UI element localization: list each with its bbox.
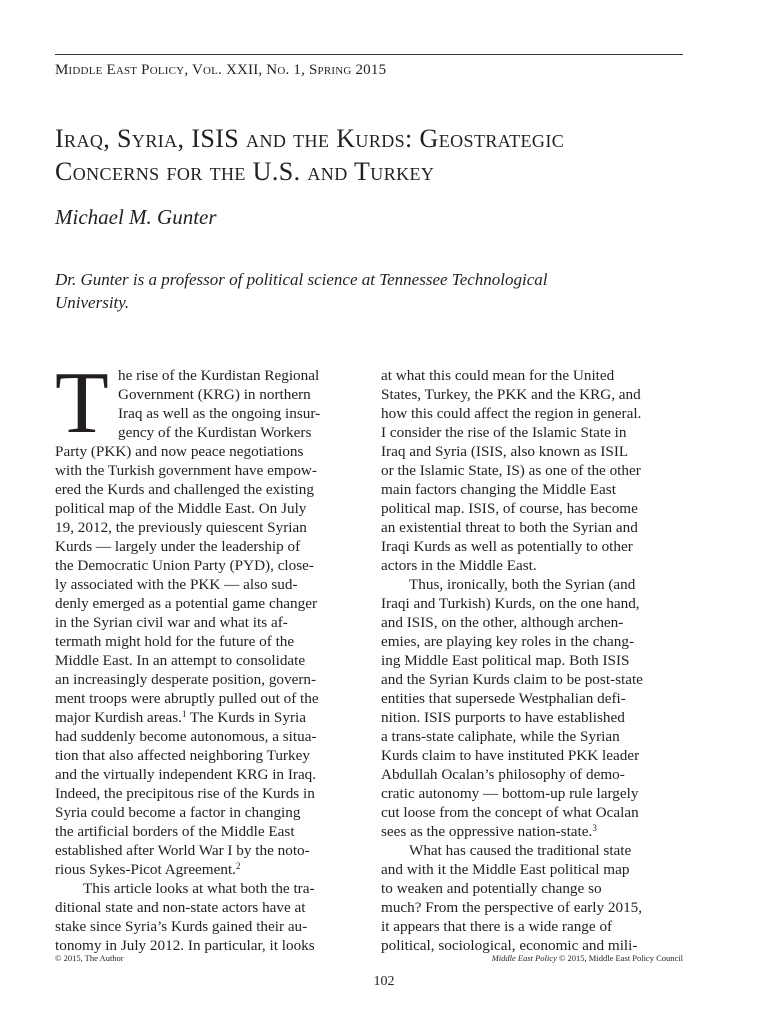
body-line: ment troops were abruptly pulled out of the [55, 690, 319, 707]
body-line: main factors changing the Middle East [381, 481, 616, 498]
body-line: tion that also affected neighboring Turkey [55, 747, 310, 764]
title-line-2: Concerns for the U.S. and Turkey [55, 157, 435, 186]
body-line: in the Syrian civil war and what its af- [55, 614, 288, 631]
body-line: Party (PKK) and now peace negotiations [55, 443, 304, 460]
body-line: cratic autonomy — bottom-up rule largely [381, 785, 639, 802]
body-line: entities that supersede Westphalian defi- [381, 690, 626, 707]
body-line: This article looks at what both the tra- [83, 880, 315, 897]
body-line: stake since Syria’s Kurds gained their au- [55, 918, 308, 935]
body-line: established after World War I by the noto- [55, 842, 310, 859]
body-line: I consider the rise of the Islamic State in [381, 424, 627, 441]
footnote-ref-2[interactable]: 2 [235, 861, 241, 871]
body-line: much? From the perspective of early 2015, [381, 899, 643, 916]
body-line: termath might hold for the future of the [55, 633, 295, 650]
title-line-1: Iraq, Syria, ISIS and the Kurds: Geostrategic [55, 124, 565, 153]
body-line: Kurds — largely under the leadership of [55, 538, 301, 555]
body-line: Iraqi Kurds as well as potentially to other [381, 538, 633, 555]
footnote-ref-1[interactable]: 1 [181, 709, 187, 719]
body-line: political map. ISIS, of course, has become [381, 500, 638, 517]
page-number: 102 [373, 974, 395, 989]
body-line: Middle East. In an attempt to consolidate [55, 652, 306, 669]
body-line: an increasingly desperate position, govern- [55, 671, 317, 688]
body-text: The Kurds in Syria [186, 709, 306, 726]
footnote-ref-3[interactable]: 3 [592, 823, 597, 833]
body-text: rious Sykes-Picot Agreement. [55, 861, 236, 878]
body-line: how this could affect the region in general. [381, 405, 642, 422]
body-line: States, Turkey, the PKK and the KRG, and [381, 386, 641, 403]
body-line: Iraq as well as the ongoing insur- [118, 405, 321, 422]
body-line: tonomy in July 2012. In particular, it looks [55, 937, 315, 954]
body-line: and the virtually independent KRG in Iraq. [55, 766, 317, 783]
body-line: What has caused the traditional state [409, 842, 632, 859]
body-column-right [381, 366, 687, 955]
header-rule [55, 54, 683, 55]
body-line: Syria could become a factor in changing [55, 804, 301, 821]
body-line: 19, 2012, the previously quiescent Syrian [55, 519, 307, 536]
body-line: he rise of the Kurdistan Regional [118, 367, 320, 384]
body-line: political, sociological, economic and mili- [381, 937, 638, 954]
body-line: Thus, ironically, both the Syrian (and [409, 576, 636, 593]
bio-line-1: Dr. Gunter is a professor of political science at Tennessee Technological [55, 270, 548, 289]
body-line: gency of the Kurdistan Workers [118, 424, 312, 441]
body-text: major Kurdish areas. [55, 709, 182, 726]
body-line [381, 822, 687, 841]
body-line: had suddenly become autonomous, a situa- [55, 728, 317, 745]
copyright-journal [492, 953, 683, 963]
bio-line-2: University. [55, 293, 130, 312]
body-line: to weaken and potentially change so [381, 880, 602, 897]
body-line: emies, are playing key roles in the chang- [381, 633, 635, 650]
author-bio [55, 268, 695, 314]
body-line: ered the Kurds and challenged the existing [55, 481, 314, 498]
body-line: and the Syrian Kurds claim to be post-state [381, 671, 643, 688]
article-title [55, 122, 695, 188]
body-line: ditional state and non-state actors have at [55, 899, 306, 916]
author-name: Michael M. Gunter [55, 205, 217, 229]
copyright-author: © 2015, The Author [55, 953, 124, 963]
body-line: Iraq and Syria (ISIS, also known as ISIL [381, 443, 629, 460]
body-line: political map of the Middle East. On July [55, 500, 307, 517]
body-line: Kurds claim to have instituted PKK leader [381, 747, 640, 764]
copyright-text: © 2015, Middle East Policy Council [556, 953, 683, 963]
body-column-left [55, 355, 361, 955]
body-line: it appears that there is a wide range of [381, 918, 613, 935]
body-line: the artificial borders of the Middle East [55, 823, 295, 840]
body-line: ing Middle East political map. Both ISIS [381, 652, 630, 669]
body-line: actors in the Middle East. [381, 557, 537, 574]
body-line: a trans-state caliphate, while the Syrian [381, 728, 620, 745]
journal-header: Middle East Policy, Vol. XXII, No. 1, Spring 2015 [55, 62, 387, 78]
body-line: denly emerged as a potential game changer [55, 595, 318, 612]
body-text: sees as the oppressive nation-state. [381, 823, 593, 840]
body-line [55, 708, 361, 727]
body-line: an existential threat to both the Syrian and [381, 519, 638, 536]
body-line: and ISIS, on the other, although archen- [381, 614, 624, 631]
body-line: or the Islamic State, IS) as one of the other [381, 462, 641, 479]
body-line [55, 860, 361, 879]
body-line: with the Turkish government have empow- [55, 462, 317, 479]
body-line: ly associated with the PKK — also sud- [55, 576, 298, 593]
body-line: cut loose from the concept of what Ocalan [381, 804, 639, 821]
body-line: and with it the Middle East political map [381, 861, 630, 878]
body-line: Government (KRG) in northern [118, 386, 311, 403]
body-line: Abdullah Ocalan’s philosophy of demo- [381, 766, 625, 783]
body-line: nition. ISIS purports to have established [381, 709, 625, 726]
body-line: the Democratic Union Party (PYD), close- [55, 557, 314, 574]
body-line: at what this could mean for the United [381, 367, 615, 384]
journal-name: Middle East Policy [491, 953, 557, 963]
body-line: Indeed, the precipitous rise of the Kurds in [55, 785, 315, 802]
drop-cap: T [55, 355, 109, 452]
body-line: Iraqi and Turkish) Kurds, on the one hand, [381, 595, 640, 612]
